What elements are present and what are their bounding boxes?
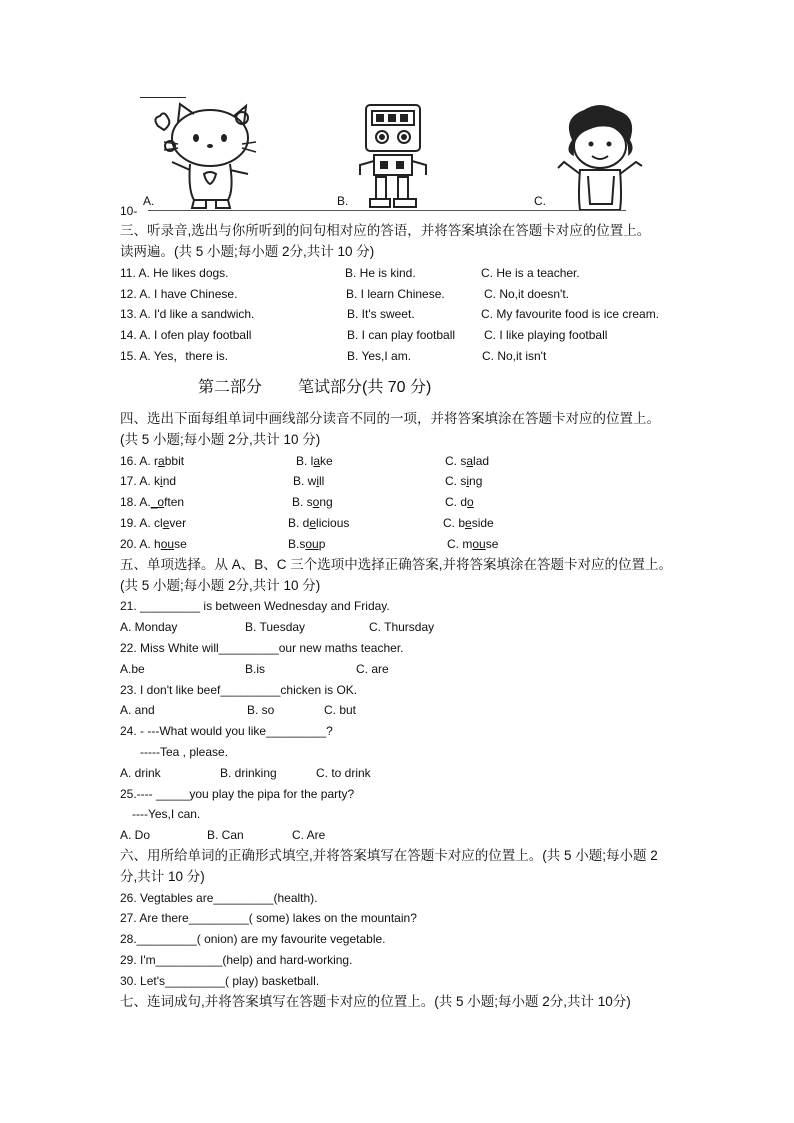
part2-title-left: 第二部分: [198, 379, 263, 396]
q14-option-a: 14. A. I ofen play football: [120, 328, 252, 342]
q17-option-b: B. will: [293, 474, 325, 488]
q23-option-c: C. but: [324, 703, 357, 717]
q30-item: 30. Let's_________( play) basketball.: [120, 974, 320, 988]
q24-reply: -----Tea , please.: [140, 745, 229, 759]
q15-option-c: C. No,it isn't: [482, 349, 547, 363]
q18-option-c: C. do: [445, 495, 474, 509]
q12-option-b: B. I learn Chinese.: [346, 287, 445, 301]
q21-stem: 21. _________ is between Wednesday and Friday.: [120, 599, 390, 613]
picture-strip-top-rule: [140, 97, 186, 98]
section6-heading-line1: 六、用所给单词的正确形式填空,并将答案填写在答题卡对应的位置上。(共 5 小题;每小题 2: [120, 848, 658, 863]
q27-item: 27. Are there_________( some) lakes on the mountain?: [120, 911, 417, 925]
q24-option-a: A. drink: [120, 766, 161, 780]
q29-item: 29. I'm__________(help) and hard-working.: [120, 953, 353, 967]
q19-option-a: 19. A. clever: [120, 516, 187, 530]
q14-option-c: C. I like playing football: [484, 328, 608, 342]
q16-option-a: 16. A. rabbit: [120, 454, 185, 468]
q14-option-b: B. I can play football: [347, 328, 456, 342]
q21-option-c: C. Thursday: [369, 620, 435, 634]
q25-option-b: B. Can: [207, 828, 244, 842]
girl-image: [550, 100, 650, 214]
picture-b-label: B.: [337, 194, 349, 208]
q16-option-c: C. salad: [445, 454, 490, 468]
q18-option-a: 18. A._often: [120, 495, 185, 509]
q12-option-c: C. No,it doesn't.: [484, 287, 569, 301]
q24-option-b: B. drinking: [220, 766, 277, 780]
section7-heading: 七、连词成句,并将答案填写在答题卡对应的位置上。(共 5 小题;每小题 2分,共计 10分): [120, 994, 631, 1009]
q23-option-b: B. so: [247, 703, 275, 717]
q19-option-c: C. beside: [443, 516, 494, 530]
q11-option-a: 11. A. He likes dogs.: [120, 266, 229, 280]
q20-option-c: C. mouse: [447, 537, 499, 551]
section5-heading-line1: 五、单项选择。从 A、B、C 三个选项中选择正确答案,并将答案填涂在答题卡对应的位置上。: [120, 557, 673, 572]
q17-option-a: 17. A. kind: [120, 474, 177, 488]
q20-option-b: B.soup: [288, 537, 326, 551]
q22-stem: 22. Miss White will_________our new maths teacher.: [120, 641, 404, 655]
q25-stem: 25.---- _____you play the pipa for the party?: [120, 787, 355, 801]
q17-option-c: C. sing: [445, 474, 483, 488]
q13-option-b: B. It's sweet.: [347, 307, 415, 321]
section6-heading-line2: 分,共计 10 分): [120, 869, 205, 884]
section4-heading-line1: 四、选出下面每组单词中画线部分读音不同的一项，并将答案填涂在答题卡对应的位置上。: [120, 411, 660, 426]
q12-option-a: 12. A. I have Chinese.: [120, 287, 238, 301]
q24-option-c: C. to drink: [316, 766, 371, 780]
picture-a-label: A.: [143, 194, 155, 208]
q26-item: 26. Vegtables are_________(health).: [120, 891, 318, 905]
q11-option-b: B. He is kind.: [345, 266, 416, 280]
q21-option-a: A. Monday: [120, 620, 178, 634]
q21-option-b: B. Tuesday: [245, 620, 306, 634]
section3-heading-line2: 读两遍。(共 5 小题;每小题 2分,共计 10 分): [120, 244, 375, 259]
robot-image: [352, 99, 432, 211]
q19-option-b: B. delicious: [288, 516, 350, 530]
part2-title-right: 笔试部分(共 70 分): [298, 379, 432, 396]
cat-character-image: [150, 100, 270, 212]
q25-option-c: C. Are: [292, 828, 326, 842]
q23-option-a: A. and: [120, 703, 155, 717]
q22-option-b: B.is: [245, 662, 266, 676]
q25-reply: ----Yes,I can.: [132, 807, 201, 821]
question-10-label: 10-: [120, 204, 138, 218]
q28-item: 28._________( onion) are my favourite vegetable.: [120, 932, 386, 946]
q18-option-b: B. song: [292, 495, 333, 509]
section4-heading-line2: (共 5 小题;每小题 2分,共计 10 分): [120, 432, 321, 447]
q22-option-a: A.be: [120, 662, 145, 676]
q13-option-a: 13. A. I'd like a sandwich.: [120, 307, 255, 321]
section3-heading-line1: 三、听录音,选出与你所听到的问句相对应的答语，并将答案填涂在答题卡对应的位置上。: [120, 223, 651, 238]
picture-c-label: C.: [534, 194, 546, 208]
q22-option-c: C. are: [356, 662, 389, 676]
q15-option-a: 15. A. Yes，there is.: [120, 349, 229, 363]
section5-heading-line2: (共 5 小题;每小题 2分,共计 10 分): [120, 578, 321, 593]
q20-option-a: 20. A. house: [120, 537, 187, 551]
q11-option-c: C. He is a teacher.: [481, 266, 580, 280]
q13-option-c: C. My favourite food is ice cream.: [481, 307, 660, 321]
q24-stem: 24. - ---What would you like_________?: [120, 724, 333, 738]
q16-option-b: B. lake: [296, 454, 333, 468]
q23-stem: 23. I don't like beef_________chicken is OK.: [120, 683, 358, 697]
q15-option-b: B. Yes,I am.: [347, 349, 412, 363]
q25-option-a: A. Do: [120, 828, 151, 842]
picture-strip-bottom-rule: [148, 210, 626, 211]
